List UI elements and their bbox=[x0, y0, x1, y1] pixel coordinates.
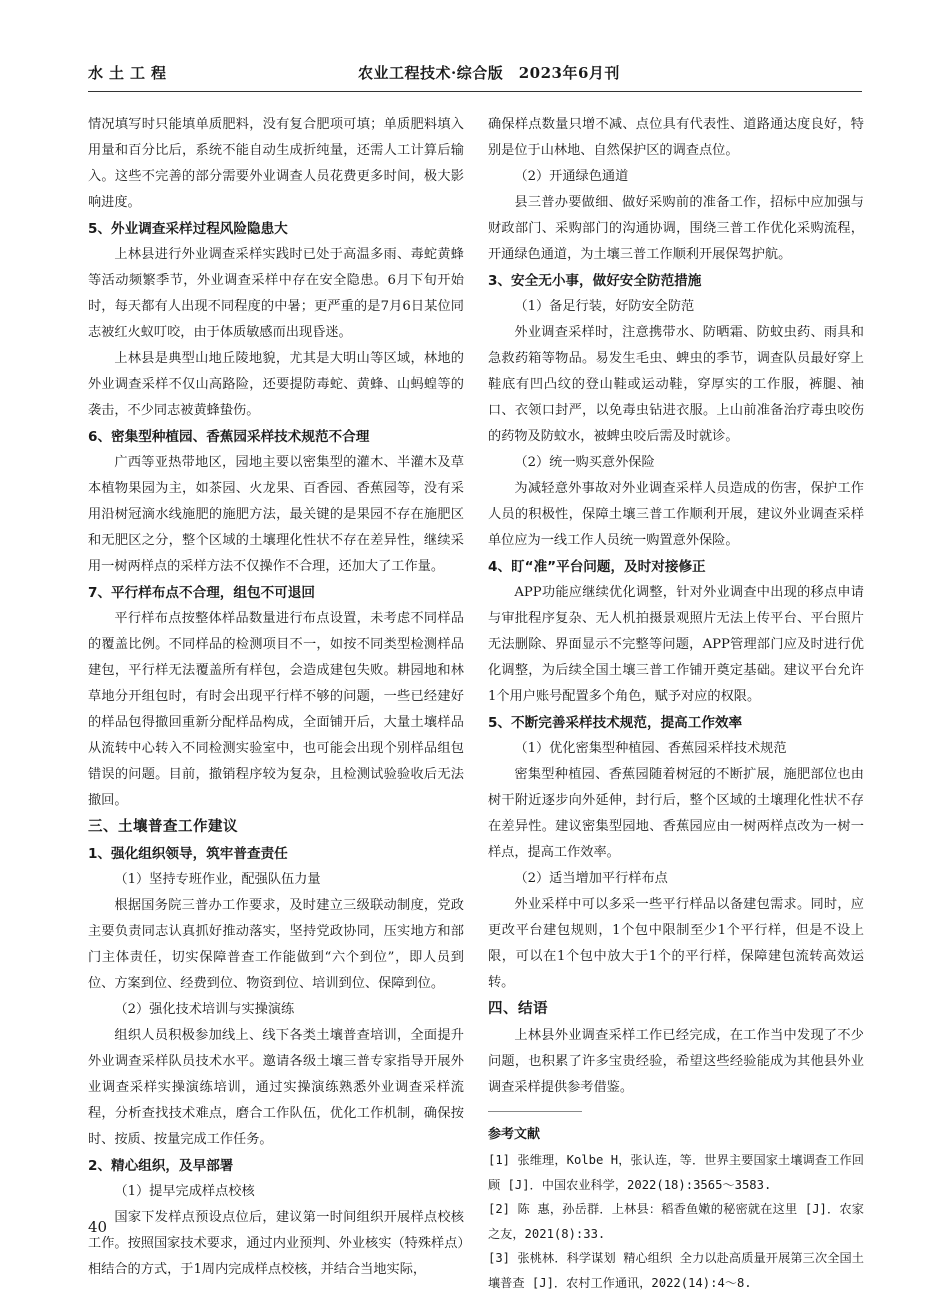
reference-item: [2] 陈 惠，孙岳群．上林县：稻香鱼嫩的秘密就在这里 [J]．农家之友，2021(8):33. bbox=[488, 1202, 864, 1241]
right-column bbox=[488, 112, 864, 1295]
page-number: 40 bbox=[88, 1218, 108, 1236]
header-rule bbox=[88, 91, 862, 92]
paragraph: 根据国务院三普办工作要求，及时建立三级联动制度，党政主要负责同志认真抓好推动落实，坚持党政协同，压实地方和部门主体责任，切实保障普查工作能做到“六个到位”，即人员到位、方案到位、经费到位、物资到位、培训到位、保障到位。 bbox=[88, 898, 464, 991]
paragraph: 平行样布点按整体样品数量进行布点设置，未考虑不同样品的覆盖比例。不同样品的检测项目不一，如按不同类型检测样品建包，平行样无法覆盖所有样包，会造成建包失败。耕园地和林草地分开组包时，有时会出现平行样不够的问题，一些已经建好的样品包得撤回重新分配样品构成，全面铺开后，大量土壤样品从流转中心转入不同检测实验室中，也可能会出现个别样品组包错误的问题。目前，撤销程序较为复杂，且检测试验验收后无法撤回。 bbox=[88, 611, 464, 808]
subsection-heading: （1）优化密集型种植园、香蕉园采样技术规范 bbox=[514, 741, 787, 756]
reference-item: [1] 张维理，Kolbe H，张认连，等．世界主要国家土壤调查工作回顾 [J]．中国农业科学，2022(18):3565～3583. bbox=[488, 1153, 864, 1192]
paragraph: 为减轻意外事故对外业调查采样人员造成的伤害，保护工作人员的积极性，保障土壤三普工作顺利开展，建议外业调查采样单位应为一线工作人员统一购置意外保险。 bbox=[488, 481, 864, 548]
paragraph: 上林县是典型山地丘陵地貌，尤其是大明山等区域，林地的外业调查采样不仅山高路险，还要提防毒蛇、黄蜂、山蚂蝗等的袭击，不少同志被黄蜂蛰伤。 bbox=[88, 351, 464, 418]
paragraph: 外业调查采样时，注意携带水、防晒霜、防蚊虫药、雨具和急救药箱等物品。易发生毛虫、蜱虫的季节，调查队员最好穿上鞋底有凹凸纹的登山鞋或运动鞋，穿厚实的工作服，裤腿、袖口、衣领口封严，以免毒虫钻进衣服。上山前准备治疗毒虫咬伤的药物及防蚊水，被蜱虫咬后需及时就诊。 bbox=[488, 325, 864, 444]
chapter-heading: 四、结语 bbox=[488, 1001, 548, 1017]
subsection-heading: （1）提早完成样点校核 bbox=[114, 1184, 255, 1199]
paragraph: 广西等亚热带地区，园地主要以密集型的灌木、半灌木及草本植物果园为主，如茶园、火龙果、百香园、香蕉园等，没有采用沿树冠滴水线施肥的施肥方法，最关键的是果园不存在施肥区和无肥区之分，整个区域的土壤理化性状不存在差异性，继续采用一树两样点的采样方法不仅操作不合理，还加大了工作量。 bbox=[88, 455, 464, 574]
subsection-heading: （1）坚持专班作业，配强队伍力量 bbox=[114, 872, 321, 887]
section-heading: 7、平行样布点不合理，组包不可退回 bbox=[88, 585, 315, 601]
page-header bbox=[88, 60, 862, 86]
section-heading: 1、强化组织领导，筑牢普查责任 bbox=[88, 846, 288, 862]
section-heading: 5、不断完善采样技术规范，提高工作效率 bbox=[488, 715, 743, 731]
paragraph: 上林县进行外业调查采样实践时已处于高温多雨、毒蛇黄蜂等活动频繁季节，外业调查采样中存在安全隐患。6月下旬开始时，每天都有人出现不同程度的中暑；更严重的是7月6日某位同志被红火蚁叮咬，由于体质敏感而出现昏迷。 bbox=[88, 247, 464, 340]
reference-item: [3] 张桃林．科学谋划 精心组织 全力以赴高质量开展第三次全国土壤普查 [J]．农村工作通讯，2022(14):4～8. bbox=[488, 1251, 864, 1290]
paragraph: 确保样点数量只增不减、点位具有代表性、道路通达度良好，特别是位于山林地、自然保护区的调查点位。 bbox=[488, 117, 864, 158]
paragraph: 组织人员积极参加线上、线下各类土壤普查培训，全面提升外业调查采样队员技术水平。邀请各级土壤三普专家指导开展外业调查采样实操演练培训，通过实操演练熟悉外业调查采样流程，分析查找技术难点，磨合工作队伍，优化工作机制，确保按时、按质、按量完成工作任务。 bbox=[88, 1028, 464, 1147]
left-column bbox=[88, 112, 464, 1283]
references-title: 参考文献 bbox=[488, 1127, 541, 1142]
section-heading: 5、外业调查采样过程风险隐患大 bbox=[88, 221, 288, 237]
subsection-heading: （2）适当增加平行样布点 bbox=[514, 871, 668, 886]
paragraph: 国家下发样点预设点位后，建议第一时间组织开展样点校核工作。按照国家技术要求，通过内业预判、外业核实（特殊样点）相结合的方式，于1周内完成样点校核，并结合当地实际， bbox=[88, 1210, 464, 1277]
section-heading: 6、密集型种植园、香蕉园采样技术规范不合理 bbox=[88, 429, 370, 445]
journal-title: 农业工程技术·综合版 2023年6月刊 bbox=[358, 64, 620, 82]
subsection-heading: （2）开通绿色通道 bbox=[514, 169, 629, 184]
references-divider bbox=[488, 1111, 582, 1112]
section-heading: 3、安全无小事，做好安全防范措施 bbox=[488, 273, 702, 289]
section-heading: 2、精心组织，及早部署 bbox=[88, 1158, 234, 1174]
paragraph: 县三普办要做细、做好采购前的准备工作，招标中应加强与财政部门、采购部门的沟通协调，围绕三普工作优化采购流程，开通绿色通道，为土壤三普工作顺利开展保驾护航。 bbox=[488, 195, 864, 262]
journal-section-label: 水土工程 bbox=[88, 64, 173, 82]
paragraph: 情况填写时只能填单质肥料，没有复合肥项可填；单质肥料填入用量和百分比后，系统不能自动生成折纯量，还需人工计算后输入。这些不完善的部分需要外业调查人员花费更多时间，极大影响进度。 bbox=[88, 117, 464, 210]
paragraph: 上林县外业调查采样工作已经完成，在工作当中发现了不少问题，也积累了许多宝贵经验，希望这些经验能成为其他县外业调查采样提供参考借鉴。 bbox=[488, 1028, 864, 1095]
subsection-heading: （2）强化技术培训与实操演练 bbox=[114, 1002, 295, 1017]
section-heading: 4、盯“准”平台问题，及时对接修正 bbox=[488, 559, 706, 575]
chapter-heading: 三、土壤普查工作建议 bbox=[88, 819, 238, 835]
subsection-heading: （1）备足行装，好防安全防范 bbox=[514, 299, 695, 314]
paragraph: 密集型种植园、香蕉园随着树冠的不断扩展，施肥部位也由树干附近逐步向外延伸，封行后，整个区域的土壤理化性状不存在差异性。建议密集型园地、香蕉园应由一树两样点改为一树一样点，提高工作效率。 bbox=[488, 767, 864, 860]
paragraph: APP功能应继续优化调整，针对外业调查中出现的移点申请与审批程序复杂、无人机拍摄景观照片无法上传平台、平台照片无法删除、界面显示不完整等问题，APP管理部门应及时进行优化调整，为后续全国土壤三普工作铺开奠定基础。建议平台允许1个用户账号配置多个角色，赋予对应的权限。 bbox=[488, 585, 864, 704]
paragraph: 外业采样中可以多采一些平行样品以备建包需求。同时，应更改平台建包规则，1个包中限制至少1个平行样，但是不设上限，可以在1个包中放大于1个的平行样，保障建包流转高效运转。 bbox=[488, 897, 864, 990]
subsection-heading: （2）统一购买意外保险 bbox=[514, 455, 655, 470]
